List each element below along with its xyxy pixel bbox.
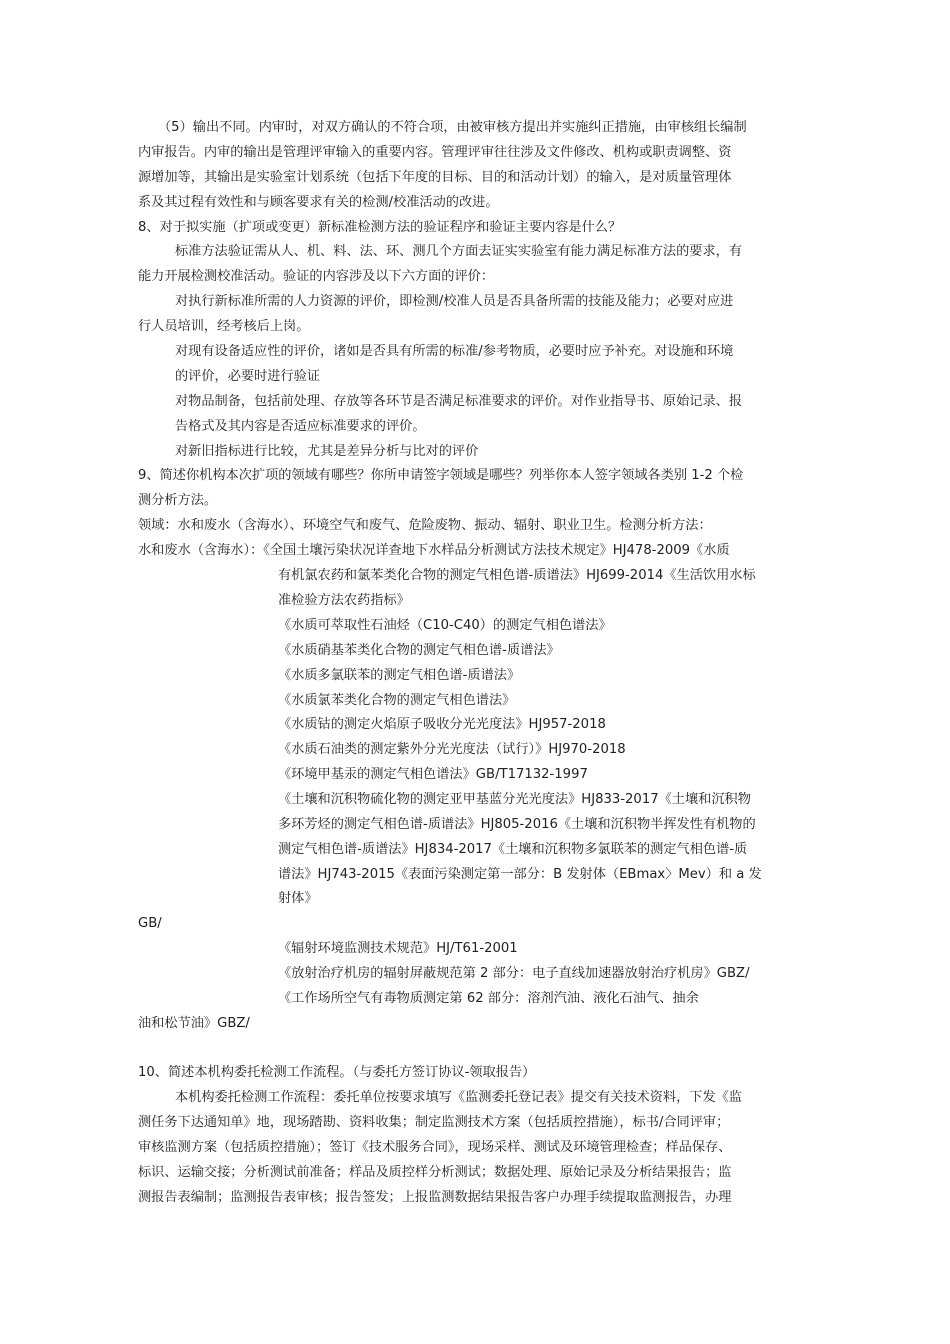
paragraph-line: 标准方法验证需从人、机、料、法、环、测几个方面去证实实验室有能力满足标准方法的要求，有 [175, 244, 743, 259]
method-line: 《土壤和沉积物硫化物的测定亚甲基蓝分光光度法》HJ833-2017《土壤和沉积物 [278, 792, 751, 807]
method-line: 《水质可萃取性石油烃（C10-C40）的测定气相色谱法》 [278, 618, 612, 633]
domains-line: 领域：水和废水（含海水）、环境空气和废气、危险废物、振动、辐射、职业卫生。检测分析方法： [138, 518, 712, 533]
paragraph-line: 行人员培训，经考核后上岗。 [138, 319, 310, 334]
method-line: 测定气相色谱-质谱法》HJ834-2017《土壤和沉积物多氯联苯的测定气相色谱-质 [278, 842, 748, 857]
paragraph-line: 标识、运输交接；分析测试前准备；样品及质控样分析测试；数据处理、原始记录及分析结果报告；监 [138, 1165, 732, 1180]
method-line: 《环境甲基汞的测定气相色谱法》GB/T17132-1997 [278, 767, 588, 782]
method-line-tail: 油和松节油》GBZ/ [138, 1016, 250, 1031]
paragraph-line: 对执行新标准所需的人力资源的评价，即检测/校准人员是否具备所需的技能及能力；必要对应进 [175, 294, 734, 309]
method-line: 有机氯农药和氯苯类化合物的测定气相色谱-质谱法》HJ699-2014《生活饮用水标 [278, 568, 756, 583]
paragraph-line: 对物品制备，包括前处理、存放等各环节是否满足标准要求的评价。对作业指导书、原始记录、报 [175, 394, 743, 409]
paragraph-line: （5）输出不同。内审时，对双方确认的不符合项，由被审核方提出并实施纠正措施，由审核组长编制 [158, 120, 747, 135]
paragraph-line: 系及其过程有效性和与顾客要求有关的检测/校准活动的改进。 [138, 195, 499, 210]
paragraph-line: 内审报告。内审的输出是管理评审输入的重要内容。管理评审往往涉及文件修改、机构或职责调整、资 [138, 145, 732, 160]
method-line: 《放射治疗机房的辐射屏蔽规范第 2 部分：电子直线加速器放射治疗机房》GBZ/ [278, 966, 750, 981]
method-line: 《水质多氯联苯的测定气相色谱-质谱法》 [278, 668, 521, 683]
paragraph-line: 审核监测方案（包括质控措施）；签订《技术服务合同》，现场采样、测试及环境管理检查；样品保存、 [138, 1140, 732, 1155]
method-line: 谱法》HJ743-2015《表面污染测定第一部分：B 发射体（EBmax〉Mev）和 a 发 [278, 867, 762, 882]
method-line: 射体》 [278, 891, 318, 906]
method-line: 《水质石油类的测定紫外分光光度法（试行）》HJ970-2018 [278, 742, 626, 757]
paragraph-line: 能力开展检测校准活动。验证的内容涉及以下六方面的评价： [138, 269, 495, 284]
method-line: 《工作场所空气有毒物质测定第 62 部分：溶剂汽油、液化石油气、抽余 [278, 991, 699, 1006]
paragraph-line: 源增加等，其输出是实验室计划系统（包括下年度的目标、目的和活动计划）的输入，是对质量管理体 [138, 170, 732, 185]
method-line: 《辐射环境监测技术规范》HJ/T61-2001 [278, 941, 518, 956]
paragraph-line: 对现有设备适应性的评价，诸如是否具有所需的标准/参考物质，必要时应予补充。对设施和环境 [175, 344, 734, 359]
method-line: 准检验方法农药指标》 [278, 593, 410, 608]
paragraph-line: 本机构委托检测工作流程：委托单位按要求填写《监测委托登记表》提交有关技术资料，下发《监 [175, 1090, 743, 1105]
method-line: 多环芳烃的测定气相色谱-质谱法》HJ805-2016《土壤和沉积物半挥发性有机物的 [278, 817, 756, 832]
question-8-heading: 8、对于拟实施（扩项或变更）新标准检测方法的验证程序和验证主要内容是什么？ [138, 220, 622, 235]
water-methods-label: 水和废水（含海水）：《全国土壤污染状况详查地下水样品分析测试方法技术规定》HJ478-2009《水质 [138, 543, 730, 558]
method-line: 《水质氯苯类化合物的测定气相色谱法》 [278, 693, 516, 708]
paragraph-line: 测报告表编制；监测报告表审核；报告签发；上报监测数据结果报告客户办理手续提取监测报告，办理 [138, 1190, 732, 1205]
paragraph-line: 测任务下达通知单》地，现场踏勘、资料收集；制定监测技术方案（包括质控措施），标书/合同评审； [138, 1115, 730, 1130]
question-9-heading-cont: 测分析方法。 [138, 493, 218, 508]
paragraph-line: 告格式及其内容是否适应标准要求的评价。 [175, 419, 426, 434]
paragraph-line: 的评价，必要时进行验证 [175, 369, 321, 384]
paragraph-line: 对新旧指标进行比较，尤其是差异分析与比对的评价 [175, 444, 479, 459]
method-line: 《水质硝基苯类化合物的测定气相色谱-质谱法》 [278, 643, 560, 658]
method-line: 《水质钴的测定火焰原子吸收分光光度法》HJ957-2018 [278, 717, 606, 732]
question-9-heading: 9、简述你机构本次扩项的领域有哪些？你所申请签字领域是哪些？列举你本人签字领域各类别 1-2 个检 [138, 468, 744, 483]
gb-line: GB/ [138, 916, 162, 931]
question-10-heading: 10、简述本机构委托检测工作流程。（与委托方签订协议-领取报告） [138, 1065, 536, 1080]
